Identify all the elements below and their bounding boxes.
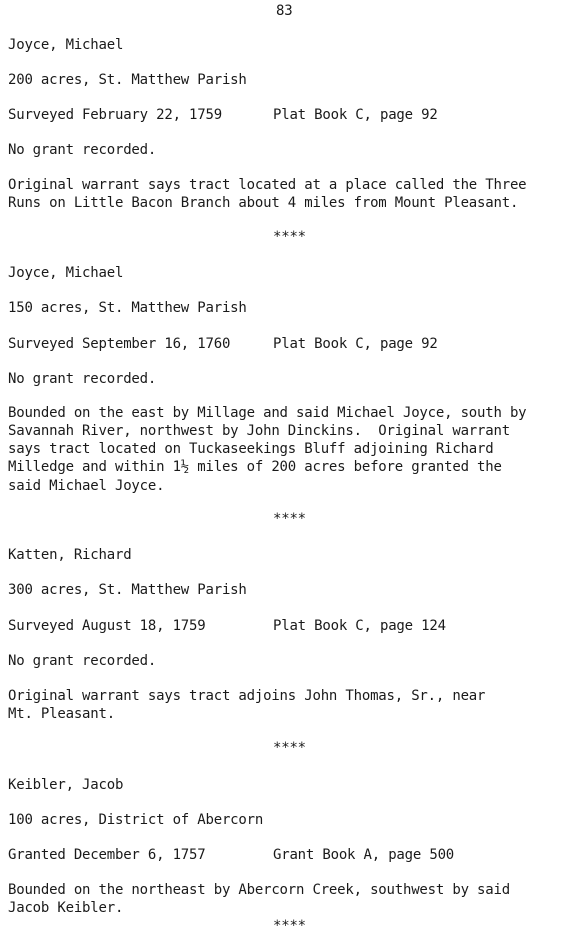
entry-4-acreage: 100 acres, District of Abercorn bbox=[8, 812, 264, 828]
entry-2-name: Joyce, Michael bbox=[8, 265, 124, 281]
entry-3-note-line: Original warrant says tract adjoins John Thomas, Sr., near bbox=[8, 688, 486, 704]
entry-4-grant-date: Granted December 6, 1757 bbox=[8, 847, 206, 863]
entry-1-plat: Plat Book C, page 92 bbox=[273, 107, 438, 123]
entry-1-note-line: Runs on Little Bacon Branch about 4 miles from Mount Pleasant. bbox=[8, 195, 519, 211]
entry-separator: **** bbox=[273, 229, 306, 245]
entry-1-name: Joyce, Michael bbox=[8, 37, 124, 53]
entry-1-acreage: 200 acres, St. Matthew Parish bbox=[8, 72, 247, 88]
entry-3-survey-date: Surveyed August 18, 1759 bbox=[8, 618, 206, 634]
page-number: 83 bbox=[276, 3, 293, 19]
entry-1-grant: No grant recorded. bbox=[8, 142, 157, 158]
entry-2-note-line: Savannah River, northwest by John Dinckins. Original warrant bbox=[8, 423, 510, 439]
entry-4-note-line: Bounded on the northeast by Abercorn Creek, southwest by said bbox=[8, 882, 510, 898]
entry-2-note-line: said Michael Joyce. bbox=[8, 478, 165, 494]
entry-2-note-line: Milledge and within 1½ miles of 200 acres before granted the bbox=[8, 459, 502, 475]
entry-4-note-line: Jacob Keibler. bbox=[8, 900, 124, 916]
entry-3-name: Katten, Richard bbox=[8, 547, 132, 563]
entry-3-note-line: Mt. Pleasant. bbox=[8, 706, 115, 722]
entry-2-note-line: Bounded on the east by Millage and said Michael Joyce, south by bbox=[8, 405, 527, 421]
entry-separator: **** bbox=[273, 511, 306, 527]
entry-2-note-line: says tract located on Tuckaseekings Bluff adjoining Richard bbox=[8, 441, 494, 457]
entry-3-acreage: 300 acres, St. Matthew Parish bbox=[8, 582, 247, 598]
entry-separator: **** bbox=[273, 918, 306, 934]
entry-2-grant: No grant recorded. bbox=[8, 371, 157, 387]
entry-3-grant: No grant recorded. bbox=[8, 653, 157, 669]
entry-separator: **** bbox=[273, 740, 306, 756]
entry-2-plat: Plat Book C, page 92 bbox=[273, 336, 438, 352]
entry-1-note-line: Original warrant says tract located at a place called the Three bbox=[8, 177, 527, 193]
entry-2-acreage: 150 acres, St. Matthew Parish bbox=[8, 300, 247, 316]
entry-2-survey-date: Surveyed September 16, 1760 bbox=[8, 336, 231, 352]
entry-3-plat: Plat Book C, page 124 bbox=[273, 618, 446, 634]
entry-1-survey-date: Surveyed February 22, 1759 bbox=[8, 107, 222, 123]
entry-4-grant-book: Grant Book A, page 500 bbox=[273, 847, 455, 863]
entry-4-name: Keibler, Jacob bbox=[8, 777, 124, 793]
